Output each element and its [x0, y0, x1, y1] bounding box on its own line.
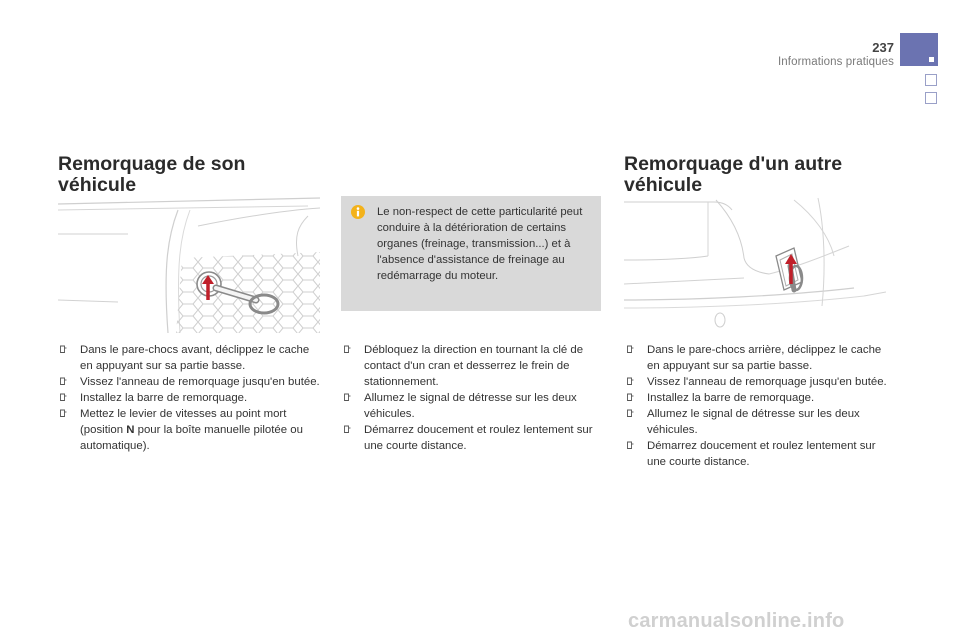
list-item: [60, 342, 322, 374]
list-item: [60, 406, 322, 454]
step-text: Mettez le levier de vitesses au point mort (position: [80, 408, 287, 436]
list-item: [344, 422, 606, 454]
info-note-text: Le non-respect de cette particularité peut conduire à la détérioration de certains organes (freinage, transmission...) et à l'absence d'assistance de freinage au redémarrage du moteur.: [377, 206, 583, 282]
towing-continuation-steps: [344, 342, 606, 454]
step-text: Dans le pare-chocs avant, déclippez le cache en appuyant sur sa partie basse.: [80, 344, 310, 372]
info-icon: [351, 205, 365, 219]
list-item: [627, 390, 889, 406]
step-text: Démarrez doucement et roulez lentement sur une courte distance.: [364, 424, 593, 452]
checkbox-bullet-icon: [344, 345, 351, 353]
checkbox-bullet-icon: [344, 393, 351, 401]
checkbox-bullet-icon: [627, 393, 634, 401]
step-text: Allumez le signal de détresse sur les deux véhicules.: [647, 408, 860, 436]
front-towing-illustration: [58, 196, 320, 333]
towing-eye-icon: [776, 248, 802, 290]
step-text: pour la boîte manuelle pilotée ou automatique).: [80, 424, 303, 452]
step-text: Installez la barre de remorquage.: [647, 392, 815, 404]
rear-towing-illustration: [624, 196, 886, 333]
checkbox-bullet-icon: [60, 393, 67, 401]
tab-marker-icon: [929, 57, 934, 62]
step-text: Allumez le signal de détresse sur les deux véhicules.: [364, 392, 577, 420]
step-text: Installez la barre de remorquage.: [80, 392, 248, 404]
watermark-text: carmanualsonline.info: [628, 610, 845, 632]
checkbox-bullet-icon: [60, 409, 67, 417]
list-item: [627, 374, 889, 390]
section-heading-other-vehicle: [624, 154, 914, 196]
list-item: [344, 390, 606, 422]
page-number: 237: [872, 40, 894, 55]
step-text: Vissez l'anneau de remorquage jusqu'en butée.: [647, 376, 887, 388]
gear-position-label: N: [126, 424, 135, 436]
chapter-tab[interactable]: [925, 92, 937, 104]
checkbox-bullet-icon: [627, 345, 634, 353]
step-text: Démarrez doucement et roulez lentement sur une courte distance.: [647, 440, 876, 468]
heading-line: Remorquage de son: [58, 153, 246, 175]
front-bumper-drawing: [58, 196, 320, 333]
chapter-tab[interactable]: [925, 74, 937, 86]
rear-bumper-drawing: [624, 196, 886, 333]
list-item: [627, 438, 889, 470]
info-note-box: [341, 196, 601, 311]
list-item: [344, 342, 606, 390]
checkbox-bullet-icon: [627, 441, 634, 449]
heading-line: véhicule: [58, 174, 137, 196]
list-item: [627, 342, 889, 374]
checkbox-bullet-icon: [60, 345, 67, 353]
chapter-tab-active[interactable]: [900, 33, 938, 66]
step-text: Vissez l'anneau de remorquage jusqu'en butée.: [80, 376, 320, 388]
list-item: [627, 406, 889, 438]
list-item: [60, 374, 322, 390]
list-item: [60, 390, 322, 406]
heading-line: véhicule: [624, 174, 703, 196]
step-text: Débloquez la direction en tournant la clé de contact d'un cran et desserrez le frein de stationnement.: [364, 344, 584, 388]
front-towing-steps: [60, 342, 322, 454]
checkbox-bullet-icon: [344, 425, 351, 433]
checkbox-bullet-icon: [627, 377, 634, 385]
checkbox-bullet-icon: [627, 409, 634, 417]
section-heading-own-vehicle: [58, 154, 328, 196]
checkbox-bullet-icon: [60, 377, 67, 385]
rear-towing-steps: [627, 342, 889, 470]
step-text: Dans le pare-chocs arrière, déclippez le cache en appuyant sur sa partie basse.: [647, 344, 882, 372]
section-title: Informations pratiques: [778, 56, 894, 68]
heading-line: Remorquage d'un autre: [624, 153, 843, 175]
